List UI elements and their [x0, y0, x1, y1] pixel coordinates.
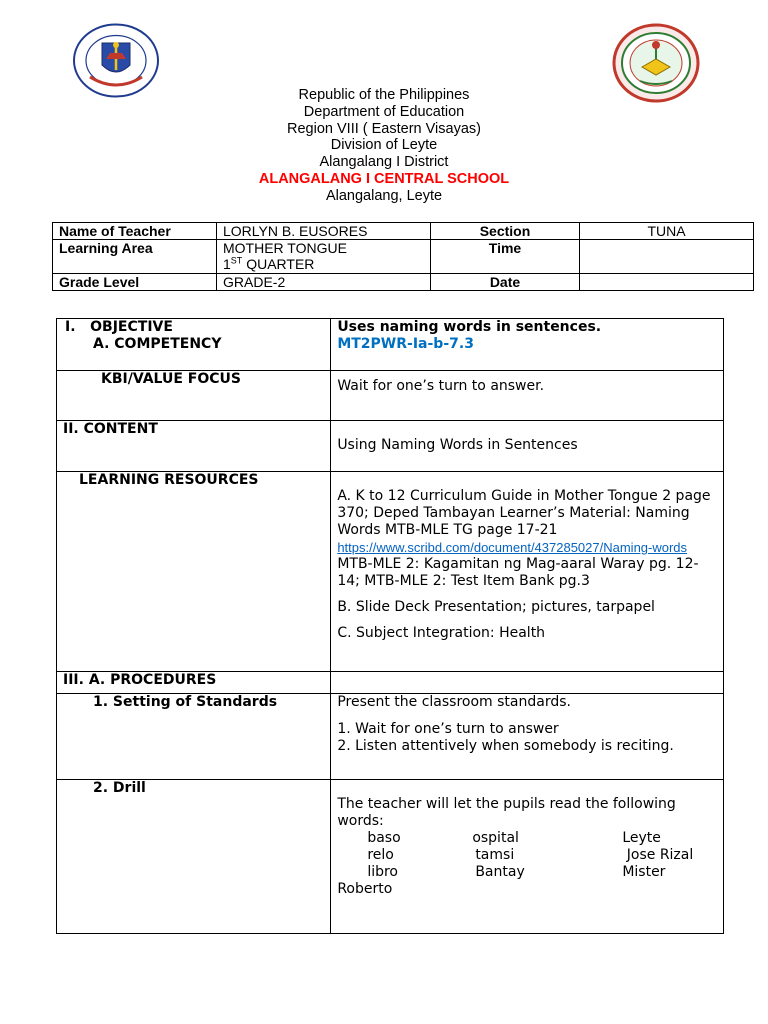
drill-word: Jose Rizal [622, 847, 694, 863]
standards-item-2: 2. Listen attentively when somebody is reciting. [337, 738, 674, 754]
objective-label: I. OBJECTIVE [65, 319, 173, 335]
resources-b-text: B. Slide Deck Presentation; pictures, tarpapel [337, 599, 655, 615]
kbi-cell [57, 371, 331, 421]
grade-label: Grade Level [53, 274, 217, 291]
kbi-value-cell [331, 371, 724, 421]
standards-intro: Present the classroom standards. [337, 694, 571, 710]
content-cell [57, 421, 331, 472]
department-line: Department of Education [303, 103, 465, 120]
division-line: Division of Leyte [330, 137, 438, 154]
resources-c-text: C. Subject Integration: Health [337, 625, 546, 641]
grade-value: GRADE-2 [217, 274, 431, 291]
drill-words-grid [337, 830, 717, 881]
standards-cell [57, 694, 331, 780]
drill-word: baso [367, 830, 401, 846]
drill-cell [57, 780, 331, 934]
drill-tail: Roberto [337, 881, 393, 897]
kbi-text: Wait for one’s turn to answer. [337, 378, 545, 394]
quarter-ordinal: ST [230, 255, 243, 266]
resources-value-cell [331, 472, 724, 672]
procedures-label: III. A. PROCEDURES [63, 672, 217, 688]
drill-word: libro [367, 864, 398, 880]
teacher-label: Name of Teacher [53, 223, 217, 240]
drill-intro: The teacher will let the pupils read the following words: [337, 796, 676, 829]
school-name: ALANGALANG I CENTRAL SCHOOL [258, 170, 510, 187]
drill-label: 2. Drill [93, 780, 146, 796]
quarter-number: 1 [223, 256, 231, 272]
resources-label: LEARNING RESOURCES [79, 472, 259, 488]
teacher-value: LORLYN B. EUSORES [217, 223, 431, 240]
resources-a-text: A. K to 12 Curriculum Guide in Mother Tongue 2 page 370; Deped Tambayan Learner’s Material: Naming Words MTB-MLE TG page 17-21 [337, 488, 711, 538]
content-value-cell [331, 421, 724, 472]
kbi-label: KBI/VALUE FOCUS [101, 371, 241, 387]
content-label: II. CONTENT [63, 421, 158, 437]
procedures-value-cell [331, 672, 724, 694]
competency-text: Uses naming words in sentences. [337, 319, 602, 335]
date-label: Date [431, 274, 580, 291]
competency-code: MT2PWR-Ia-b-7.3 [337, 336, 474, 352]
standards-item-1: 1. Wait for one’s turn to answer [337, 721, 559, 737]
competency-cell [331, 319, 724, 371]
area-value [217, 240, 431, 274]
standards-label: 1. Setting of Standards [93, 694, 278, 710]
country-line: Republic of the Philippines [298, 87, 470, 103]
letterhead [0, 87, 768, 205]
region-line: Region VIII ( Eastern Visayas) [287, 120, 481, 137]
drill-word: Leyte [622, 830, 661, 846]
time-label: Time [431, 240, 580, 274]
objective-cell [57, 319, 331, 371]
date-value [580, 274, 754, 291]
teacher-info-table [52, 222, 754, 291]
resources-link[interactable]: https://www.scribd.com/document/437285027/Naming-words [337, 540, 688, 555]
resources-cell [57, 472, 331, 672]
section-value: TUNA [580, 223, 754, 240]
time-value [580, 240, 754, 274]
resources-a2-text: MTB-MLE 2: Kagamitan ng Mag-aaral Waray pg. 12-14; MTB-MLE 2: Test Item Bank pg.3 [337, 556, 699, 589]
drill-word: tamsi [475, 847, 515, 863]
area-label: Learning Area [53, 240, 217, 274]
lesson-plan-table [56, 318, 724, 934]
content-text: Using Naming Words in Sentences [337, 437, 578, 453]
drill-word: Bantay [475, 864, 525, 880]
competency-label: A. COMPETENCY [93, 336, 222, 352]
district-line: Alangalang I District [319, 154, 449, 171]
section-label: Section [431, 223, 580, 240]
drill-word: ospital [472, 830, 519, 846]
area-subject: MOTHER TONGUE [223, 240, 347, 256]
quarter-text: QUARTER [242, 256, 315, 272]
drill-value-cell [331, 780, 724, 934]
school-address: Alangalang, Leyte [325, 187, 443, 204]
drill-word: Mister [622, 864, 666, 880]
drill-word: relo [367, 847, 394, 863]
procedures-cell [57, 672, 331, 694]
area-quarter [223, 256, 424, 272]
standards-value-cell [331, 694, 724, 780]
